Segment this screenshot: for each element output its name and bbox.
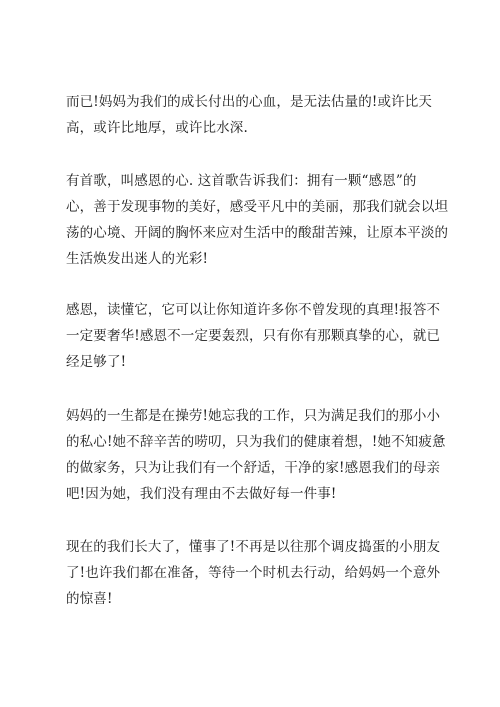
text-line: 高，或许比地厚，或许比水深. [66, 120, 248, 136]
paragraph-growing-up [66, 534, 441, 612]
text-line: 吧!因为她，我们没有理由不去做好每一件事! [66, 486, 337, 502]
text-line: 经足够了! [66, 354, 127, 370]
text-line: 一定要奢华!感恩不一定要轰烈，只有你有那颗真挚的心，就已 [66, 328, 441, 344]
text-line: 了!也许我们都在准备，等待一个时机去行动，给妈妈一个意外 [66, 565, 441, 581]
text-line: 的私心!她不辞辛苦的唠叨，只为我们的健康着想，!她不知疲惫 [66, 434, 446, 450]
text-line: 的做家务，只为让我们有一个舒适，干净的家!感恩我们的母亲 [66, 460, 441, 476]
text-line: 而已!妈妈为我们的成长付出的心血，是无法估量的!或许比天 [66, 94, 433, 110]
paragraph-mother-life [66, 403, 446, 507]
text-line: 妈妈的一生都是在操劳!她忘我的工作，只为满足我们的那小小 [66, 408, 441, 424]
text-line: 心，善于发现事物的美好，感受平凡中的美丽，那我们就会以坦 [66, 199, 449, 215]
text-line: 荡的心境、开阔的胸怀来应对生活中的酸甜苦辣，让原本平淡的 [66, 225, 449, 241]
text-line: 生活焕发出迷人的光彩! [66, 251, 209, 267]
text-line: 感恩，读懂它，它可以让你知道许多你不曾发现的真理!报答不 [66, 302, 441, 318]
text-line: 现在的我们长大了，懂事了!不再是以往那个调皮捣蛋的小朋友 [66, 539, 441, 555]
paragraph-mother-effort [66, 89, 438, 141]
text-line: 有首歌，叫感恩的心. 这首歌告诉我们：拥有一颗“感恩”的 [66, 173, 417, 189]
paragraph-grateful-heart-song [66, 168, 449, 272]
paragraph-understanding-gratitude [66, 297, 441, 375]
text-line: 的惊喜! [66, 591, 113, 607]
